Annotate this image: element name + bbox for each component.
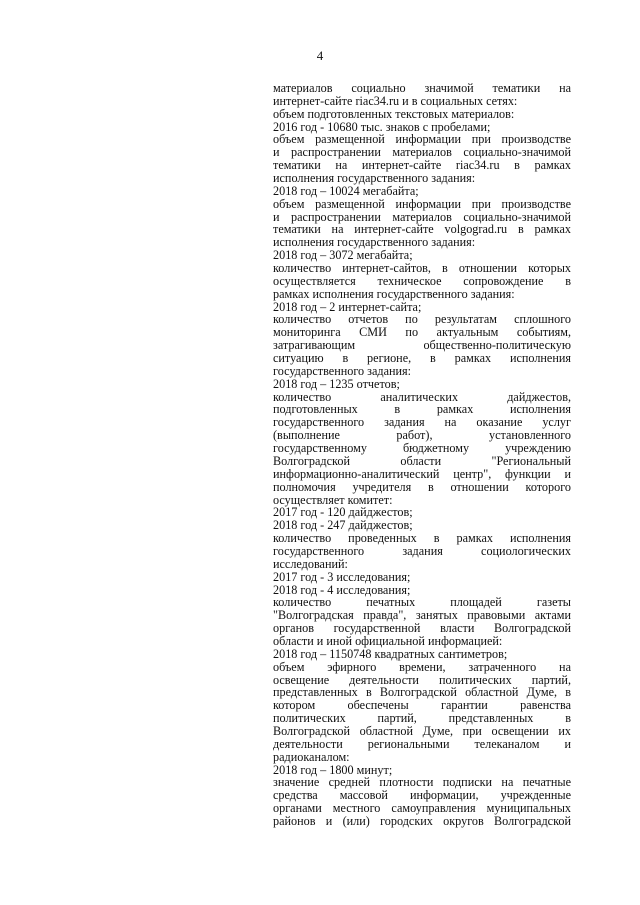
text-line: 2017 год - 3 исследования; — [273, 569, 411, 584]
text-line: количество аналитических дайджестов, — [273, 389, 571, 404]
text-line: представленных в Волгоградской областной Думе, в — [273, 685, 571, 700]
text-line: исследований: — [273, 556, 348, 571]
document-body — [273, 82, 571, 828]
text-line: котором обеспечены гарантии равенства — [273, 698, 571, 713]
text-line: 2018 год – 10024 мегабайта; — [273, 183, 419, 198]
text-line: 2018 год - 247 дайджестов; — [273, 518, 413, 533]
text-line: количество интернет-сайтов, в отношении которых — [273, 261, 571, 276]
text-line: районов и (или) городских округов Волгоградской — [273, 813, 571, 828]
text-line: осуществляется техническое сопровождение в — [273, 273, 571, 288]
text-line: объем подготовленных текстовых материалов: — [273, 106, 515, 121]
text-line: государственного задания социологических — [273, 543, 571, 558]
text-line: объем размещенной информации при производстве — [273, 132, 571, 147]
text-line: 2018 год - 4 исследования; — [273, 582, 411, 597]
text-line: радиоканалом: — [273, 749, 350, 764]
text-line: количество проведенных в рамках исполнения — [273, 531, 571, 546]
text-line: 2018 год – 2 интернет-сайта; — [273, 299, 422, 314]
text-line: освещение деятельности политических партий, — [273, 672, 571, 687]
text-line: средства массовой информации, учрежденные — [273, 788, 571, 803]
text-line: Волгоградской области "Региональный — [273, 453, 571, 468]
text-line: затрагивающим общественно-политическую — [273, 338, 571, 353]
text-line: рамках исполнения государственного задания: — [273, 286, 515, 301]
text-line: Волгоградской областной Думе, при освещении их — [273, 723, 571, 738]
text-line: значение средней плотности подписки на печатные — [273, 775, 571, 790]
text-line: осуществляет комитет: — [273, 492, 393, 507]
text-line: количество отчетов по результатам сплошного — [273, 312, 571, 327]
text-line: 2018 год – 1800 минут; — [273, 762, 393, 777]
text-line: "Волгоградская правда", занятых правовыми актами — [273, 608, 571, 623]
text-line: информационно-аналитический центр", функции и — [273, 466, 571, 481]
text-line: подготовленных в рамках исполнения — [273, 402, 571, 417]
page-number: 4 — [316, 48, 324, 63]
text-line: тематики на интернет-сайте riac34.ru в рамках — [273, 158, 571, 173]
text-line: органов государственной власти Волгоградской — [273, 621, 571, 636]
text-line: 2017 год - 120 дайджестов; — [273, 505, 413, 520]
text-line: государственного задания: — [273, 363, 412, 378]
text-line: тематики на интернет-сайте volgograd.ru в рамках — [273, 222, 571, 237]
text-line: и распространении материалов социально-значимой — [273, 209, 571, 224]
text-line: (выполнение работ), установленного — [273, 428, 571, 443]
text-line: количество печатных площадей газеты — [273, 595, 571, 610]
text-line: интернет-сайте riac34.ru и в социальных сетях: — [273, 93, 518, 108]
text-line: и распространении материалов социально-значимой — [273, 145, 571, 160]
text-line: полномочия учредителя в отношении которого — [273, 479, 571, 494]
text-line: объем эфирного времени, затраченного на — [273, 659, 571, 674]
text-line: государственного задания на оказание услуг — [273, 415, 571, 430]
text-line: государственному бюджетному учреждению — [273, 441, 571, 456]
text-line: области и иной официальной информацией: — [273, 633, 503, 648]
text-line: 2016 год - 10680 тыс. знаков с пробелами; — [273, 119, 491, 134]
text-line: 2018 год – 1150748 квадратных сантиметров; — [273, 646, 508, 661]
text-line: ситуацию в регионе, в рамках исполнения — [273, 351, 571, 366]
text-line: материалов социально значимой тематики на — [273, 81, 571, 95]
text-line: политических партий, представленных в — [273, 711, 571, 726]
text-line: 2018 год – 3072 мегабайта; — [273, 248, 413, 263]
text-line: объем размещенной информации при производстве — [273, 196, 571, 211]
text-line: 2018 год – 1235 отчетов; — [273, 376, 400, 391]
text-line: органами местного самоуправления муниципальных — [273, 801, 571, 816]
text-line: исполнения государственного задания: — [273, 171, 476, 186]
text-line: исполнения государственного задания: — [273, 235, 476, 250]
text-line: деятельности региональными телеканалом и — [273, 736, 571, 751]
text-line: мониторинга СМИ по актуальным событиям, — [273, 325, 571, 340]
